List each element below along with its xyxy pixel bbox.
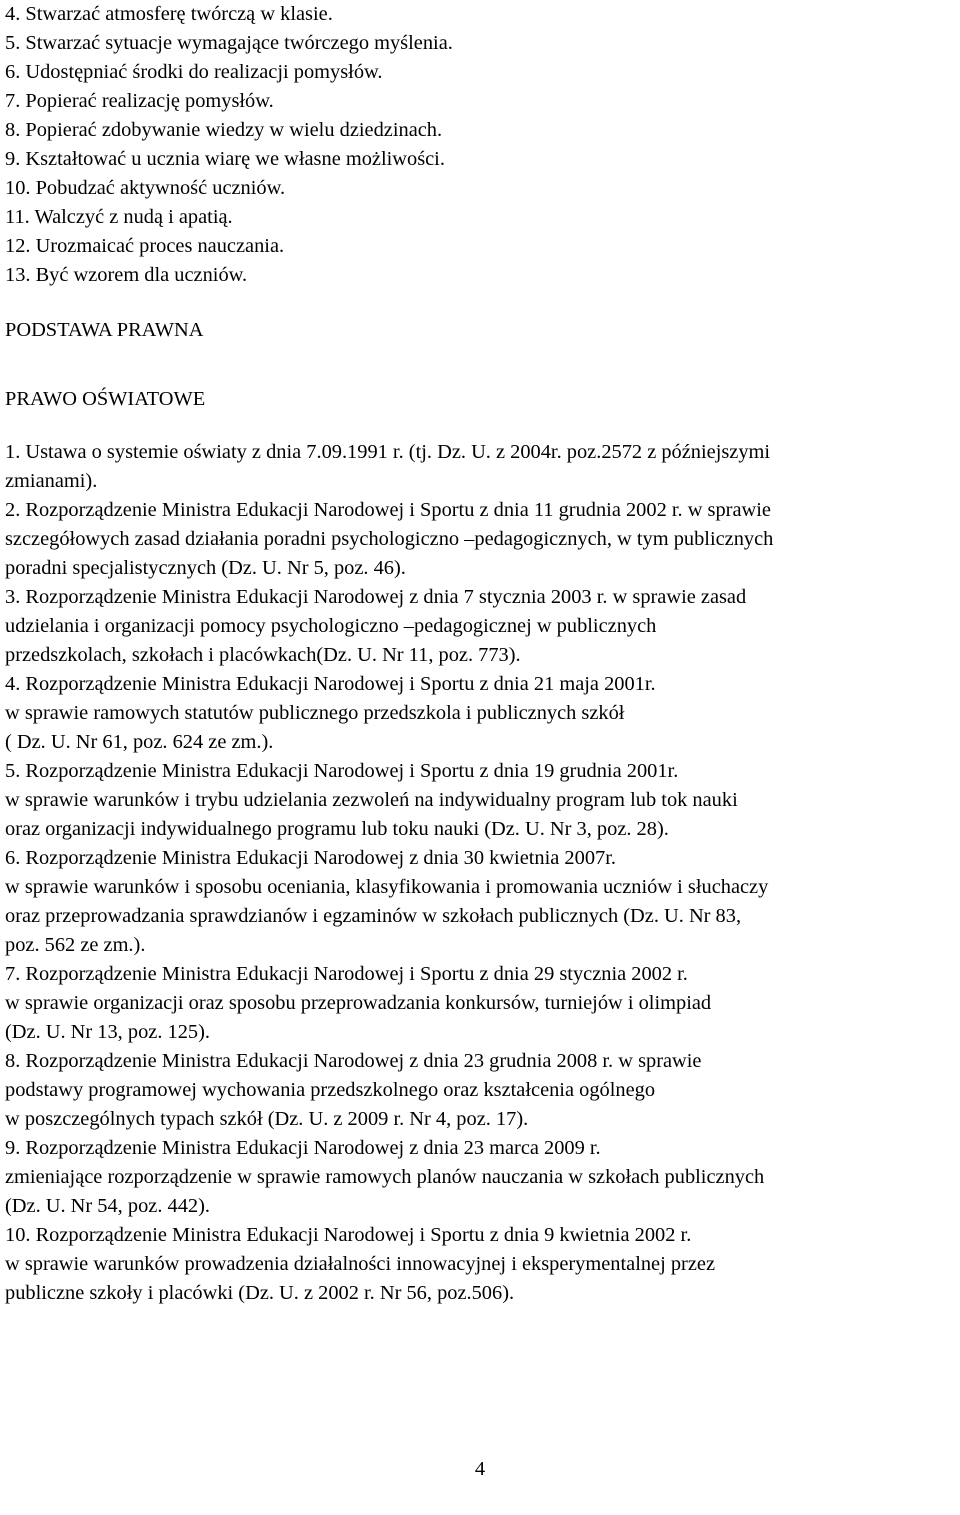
text-line: ( Dz. U. Nr 61, poz. 624 ze zm.). <box>5 731 274 753</box>
list-item: 4. Stwarzać atmosferę twórczą w klasie. <box>5 3 333 25</box>
text-line: 2. Rozporządzenie Ministra Edukacji Narodowej i Sportu z dnia 11 grudnia 2002 r. w sprawie <box>5 499 771 521</box>
text-line: poz. 562 ze zm.). <box>5 934 146 956</box>
text-line: oraz organizacji indywidualnego programu lub toku nauki (Dz. U. Nr 3, poz. 28). <box>5 818 669 840</box>
text-line: 1. Ustawa o systemie oświaty z dnia 7.09.1991 r. (tj. Dz. U. z 2004r. poz.2572 z późniejszymi <box>5 441 771 463</box>
text-line: 6. Rozporządzenie Ministra Edukacji Narodowej z dnia 30 kwietnia 2007r. <box>5 847 616 869</box>
text-line: (Dz. U. Nr 13, poz. 125). <box>5 1021 210 1043</box>
text-line: 7. Rozporządzenie Ministra Edukacji Narodowej i Sportu z dnia 29 stycznia 2002 r. <box>5 963 688 985</box>
text-line: w sprawie warunków prowadzenia działalności innowacyjnej i eksperymentalnej przez <box>5 1253 715 1275</box>
list-item: 12. Urozmaicać proces nauczania. <box>5 235 285 257</box>
text-line: w sprawie organizacji oraz sposobu przeprowadzania konkursów, turniejów i olimpiad <box>5 992 712 1014</box>
text-line: 9. Rozporządzenie Ministra Edukacji Narodowej z dnia 23 marca 2009 r. <box>5 1137 601 1159</box>
text-line: w sprawie ramowych statutów publicznego przedszkola i publicznych szkół <box>5 702 625 724</box>
text-line: 3. Rozporządzenie Ministra Edukacji Narodowej z dnia 7 stycznia 2003 r. w sprawie zasad <box>5 586 747 608</box>
text-line: w sprawie warunków i sposobu oceniania, klasyfikowania i promowania uczniów i słuchaczy <box>5 876 769 898</box>
list-item: 7. Popierać realizację pomysłów. <box>5 90 274 112</box>
text-line: w sprawie warunków i trybu udzielania zezwoleń na indywidualny program lub tok nauki <box>5 789 738 811</box>
text-line: szczegółowych zasad działania poradni psychologiczno –pedagogicznych, w tym publicznych <box>5 528 774 550</box>
section-heading: PODSTAWA PRAWNA <box>5 319 204 341</box>
text-line: publiczne szkoły i placówki (Dz. U. z 2002 r. Nr 56, poz.506). <box>5 1282 515 1304</box>
text-line: 10. Rozporządzenie Ministra Edukacji Narodowej i Sportu z dnia 9 kwietnia 2002 r. <box>5 1224 692 1246</box>
document-page <box>5 0 957 1308</box>
page-number: 4 <box>474 1458 486 1480</box>
list-item: 10. Pobudzać aktywność uczniów. <box>5 177 286 199</box>
text-line: udzielania i organizacji pomocy psychologiczno –pedagogicznej w publicznych <box>5 615 657 637</box>
list-item: 5. Stwarzać sytuacje wymagające twórczego myślenia. <box>5 32 453 54</box>
list-item: 6. Udostępniać środki do realizacji pomysłów. <box>5 61 383 83</box>
text-line: (Dz. U. Nr 54, poz. 442). <box>5 1195 210 1217</box>
text-line: zmieniające rozporządzenie w sprawie ramowych planów nauczania w szkołach publicznych <box>5 1166 765 1188</box>
text-line: 5. Rozporządzenie Ministra Edukacji Narodowej i Sportu z dnia 19 grudnia 2001r. <box>5 760 679 782</box>
goals-list <box>5 0 957 290</box>
list-item: 9. Kształtować u ucznia wiarę we własne możliwości. <box>5 148 445 170</box>
text-line: 8. Rozporządzenie Ministra Edukacji Narodowej z dnia 23 grudnia 2008 r. w sprawie <box>5 1050 702 1072</box>
text-line: oraz przeprowadzania sprawdzianów i egzaminów w szkołach publicznych (Dz. U. Nr 83, <box>5 905 742 927</box>
text-line: przedszkolach, szkołach i placówkach(Dz. U. Nr 11, poz. 773). <box>5 644 521 666</box>
text-line: poradni specjalistycznych (Dz. U. Nr 5, poz. 46). <box>5 557 406 579</box>
text-line: w poszczególnych typach szkół (Dz. U. z 2009 r. Nr 4, poz. 17). <box>5 1108 529 1130</box>
list-item: 8. Popierać zdobywanie wiedzy w wielu dziedzinach. <box>5 119 443 141</box>
list-item: 11. Walczyć z nudą i apatią. <box>5 206 233 228</box>
text-line: podstawy programowej wychowania przedszkolnego oraz kształcenia ogólnego <box>5 1079 656 1101</box>
laws-list <box>5 438 957 1308</box>
text-line: 4. Rozporządzenie Ministra Edukacji Narodowej i Sportu z dnia 21 maja 2001r. <box>5 673 656 695</box>
list-item: 13. Być wzorem dla uczniów. <box>5 264 248 286</box>
text-line: zmianami). <box>5 470 98 492</box>
subsection-heading: PRAWO OŚWIATOWE <box>5 388 206 410</box>
